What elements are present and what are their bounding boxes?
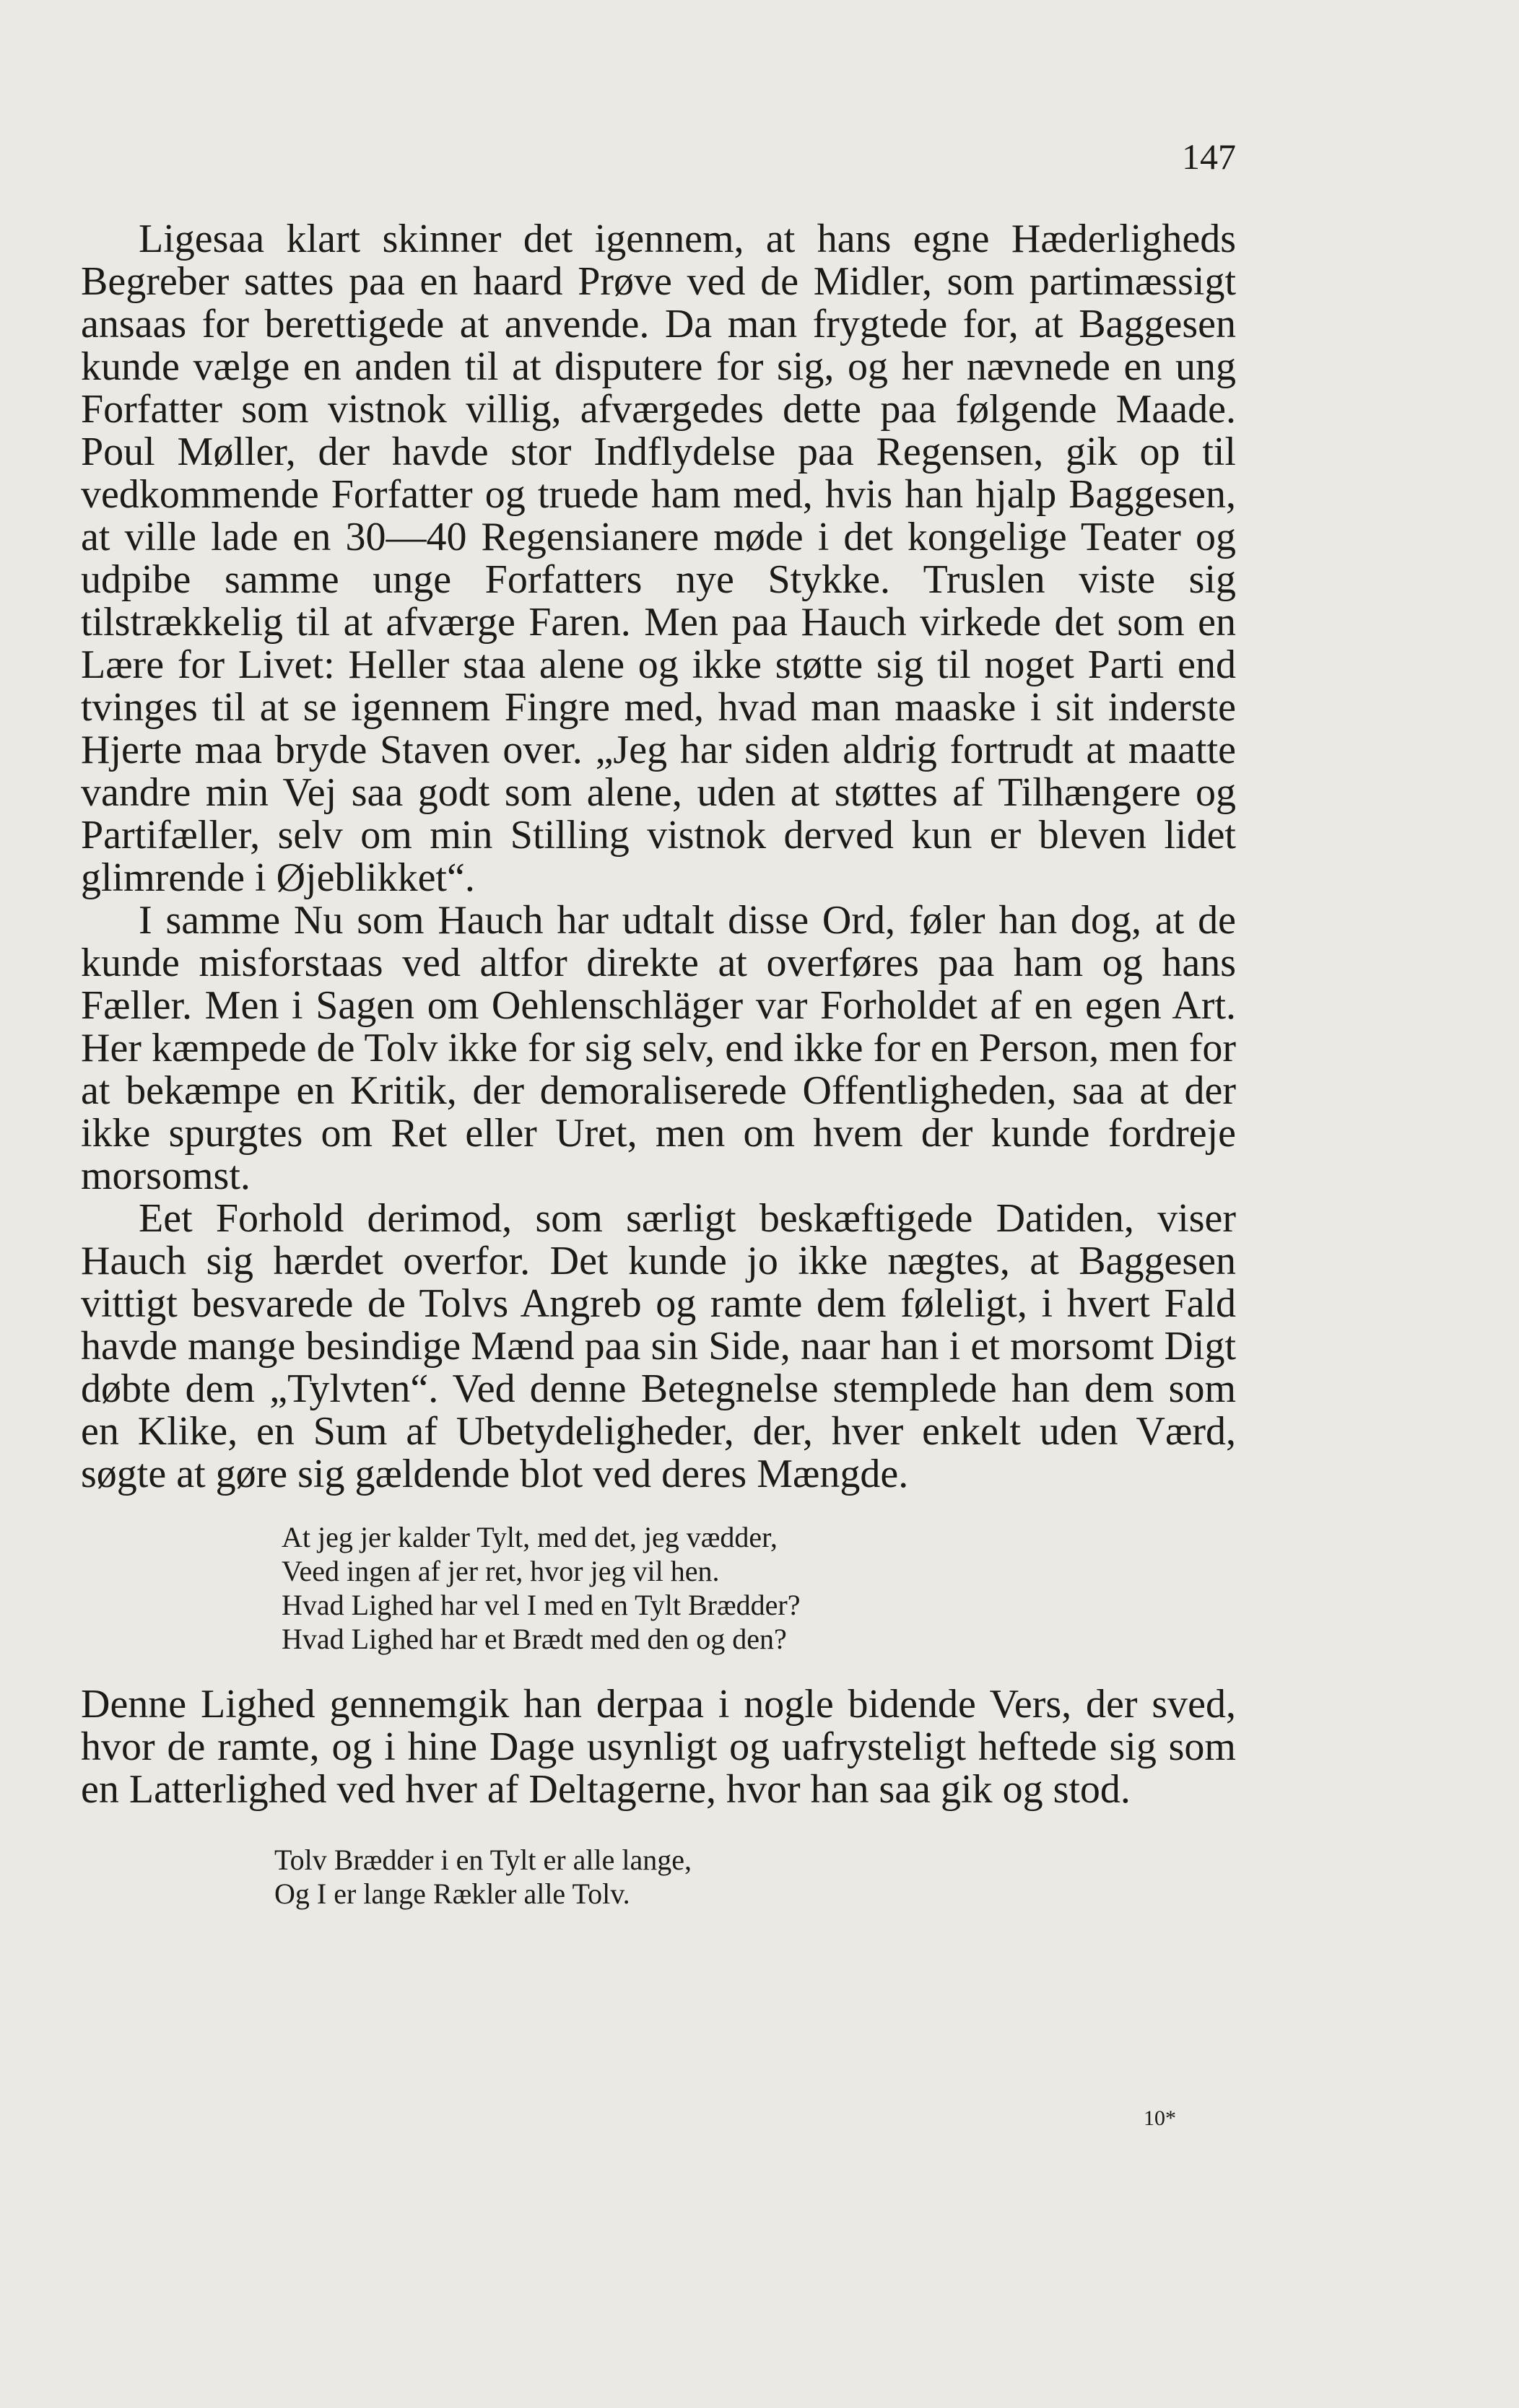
- paragraph-3: Eet Forhold derimod, som særligt beskæftigede Datiden, viser Hauch sig hærdet overfor. Det kunde jo ikke nægtes, at Baggesen vittigt besvarede de Tolvs Angreb og ramte dem føleligt, i hvert Fald havde mange besindige Mænd paa sin Side, naar han i et morsomt Digt døbte dem „Tylvten“. Ved denne Betegnelse stemplede han dem som en Klike, en Sum af Ubetydeligheder, der, hver enkelt uden Værd, søgte at gøre sig gældende blot ved deres Mængde.: [81, 1196, 1236, 1496]
- verse-line: Hvad Lighed har vel I med en Tylt Brædder?: [282, 1589, 801, 1621]
- verse-quote-2: [81, 1843, 1236, 1911]
- verse-line: Veed ingen af jer ret, hvor jeg vil hen.: [282, 1555, 720, 1587]
- signature-mark: 10*: [1144, 2106, 1176, 2130]
- verse-line: At jeg jer kalder Tylt, med det, jeg vædder,: [282, 1521, 778, 1553]
- verse-line: Hvad Lighed har et Brædt med den og den?: [282, 1623, 787, 1655]
- paragraph-2: I samme Nu som Hauch har udtalt disse Ord, føler han dog, at de kunde misforstaas ved altfor direkte at overføres paa ham og hans Fæller. Men i Sagen om Oehlenschläger var Forholdet af en egen Art. Her kæmpede de Tolv ikke for sig selv, end ikke for en Person, men for at bekæmpe en Kritik, der demoraliserede Offentligheden, saa at der ikke spurgtes om Ret eller Uret, men om hvem der kunde fordreje morsomst.: [81, 898, 1236, 1198]
- body-text: [81, 218, 1236, 1911]
- paragraph-4: Denne Lighed gennemgik han derpaa i nogle bidende Vers, der sved, hvor de ramte, og i hine Dage usynligt og uafrysteligt heftede sig som en Latterlighed ved hver af Deltagerne, hvor han saa gik og stod.: [81, 1682, 1236, 1812]
- page-number: 147: [1182, 136, 1236, 177]
- verse-line: Og I er lange Rækler alle Tolv.: [274, 1877, 630, 1910]
- verse-quote-1: [81, 1520, 1236, 1656]
- paragraph-1: Ligesaa klart skinner det igennem, at hans egne Hæderligheds Begreber sattes paa en haard Prøve ved de Midler, som partimæssigt ansaas for berettigede at anvende. Da man frygtede for, at Baggesen kunde vælge en anden til at disputere for sig, og her nævnede en ung Forfatter som vistnok villig, afværgedes dette paa følgende Maade. Poul Møller, der havde stor Indflydelse paa Regensen, gik op til vedkommende Forfatter og truede ham med, hvis han hjalp Baggesen, at ville lade en 30—40 Regensianere møde i det kongelige Teater og udpibe samme unge Forfatters nye Stykke. Truslen viste sig tilstrækkelig til at afværge Faren. Men paa Hauch virkede det som en Lære for Livet: Heller staa alene og ikke støtte sig til noget Parti end tvinges til at se igennem Fingre med, hvad man maaske i sit inderste Hjerte maa bryde Staven over. „Jeg har siden aldrig fortrudt at maatte vandre min Vej saa godt som alene, uden at støttes af Tilhængere og Partifæller, selv om min Stilling vistnok derved kun er bleven lidet glimrende i Øjeblikket“.: [81, 217, 1236, 900]
- verse-line: Tolv Brædder i en Tylt er alle lange,: [274, 1844, 692, 1876]
